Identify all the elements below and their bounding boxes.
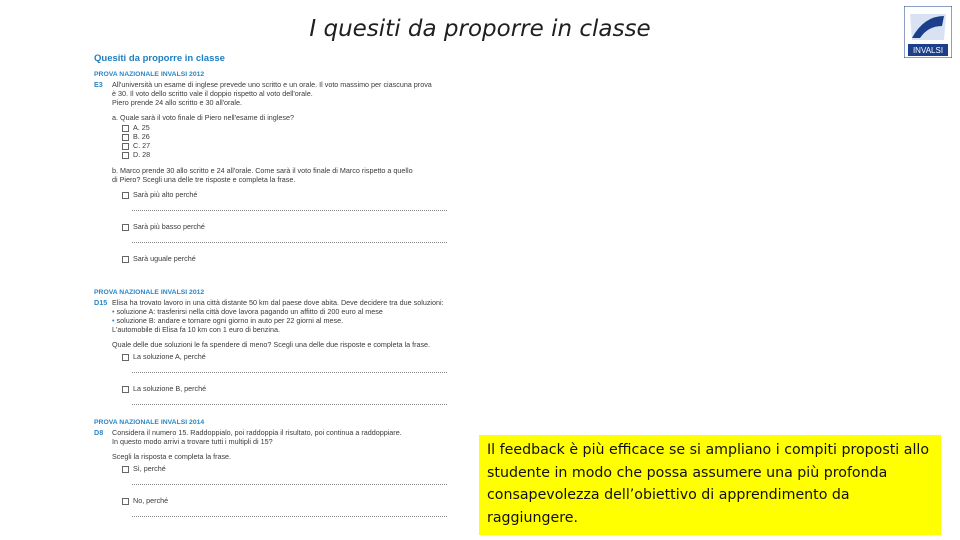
checkbox-icon (122, 224, 129, 231)
q1-line: All'università un esame di inglese prevede uno scritto e un orale. Il voto massimo per ciascuna prova (112, 80, 432, 89)
q3-section: PROVA NAZIONALE INVALSI 2014 (94, 419, 205, 426)
checkbox-icon (122, 134, 129, 141)
checkbox-icon (122, 125, 129, 132)
q3-choice[interactable]: Sì, perché (122, 464, 166, 473)
feedback-callout: Il feedback è più efficace se si ampliano i compiti proposti allo studente in modo che possa assumere una più profonda consapevolezza dell’obiettivo di apprendimento da raggiungere. (479, 435, 941, 535)
answer-line[interactable] (132, 404, 447, 405)
q1-line: è 30. Il voto dello scritto vale il doppio rispetto al voto dell'orale. (112, 89, 313, 98)
q3-question: Scegli la risposta e completa la frase. (112, 452, 232, 461)
q1-option[interactable]: D. 28 (122, 150, 150, 159)
q3-number: D8 (94, 428, 104, 437)
q1-choice[interactable]: Sarà uguale perché (122, 254, 196, 263)
invalsi-logo (904, 6, 952, 58)
q2-question: Quale delle due soluzioni le fa spendere di meno? Scegli una delle due risposte e completa la frase. (112, 340, 431, 349)
q1-choice[interactable]: Sarà più basso perché (122, 222, 205, 231)
q1-choice[interactable]: Sarà più alto perché (122, 190, 197, 199)
checkbox-icon (122, 466, 129, 473)
answer-line[interactable] (132, 484, 447, 485)
q1-option[interactable]: C. 27 (122, 141, 150, 150)
q1-section: PROVA NAZIONALE INVALSI 2012 (94, 71, 205, 78)
answer-line[interactable] (132, 372, 447, 373)
q2-choice[interactable]: La soluzione A, perché (122, 352, 206, 361)
q2-section: PROVA NAZIONALE INVALSI 2012 (94, 289, 205, 296)
logo-text: INVALSI (912, 46, 944, 55)
checkbox-icon (122, 386, 129, 393)
checkbox-icon (122, 354, 129, 361)
q3-line: In questo modo arrivi a trovare tutti i multipli di 15? (112, 437, 273, 446)
checkbox-icon (122, 256, 129, 263)
q2-choice[interactable]: La soluzione B, perché (122, 384, 206, 393)
q1-option[interactable]: B. 26 (122, 132, 150, 141)
q1-part-a: a. Quale sarà il voto finale di Piero nell'esame di inglese? (112, 113, 294, 122)
q1-line: Piero prende 24 allo scritto e 30 all'orale. (112, 98, 243, 107)
q1-part-b: di Piero? Scegli una delle tre risposte e completa la frase. (112, 175, 296, 184)
checkbox-icon (122, 143, 129, 150)
q2-number: D15 (94, 298, 108, 307)
answer-line[interactable] (132, 242, 447, 243)
q1-option[interactable]: A. 25 (122, 123, 150, 132)
q1-part-b: b. Marco prende 30 allo scritto e 24 all'orale. Come sarà il voto finale di Marco rispetto a quello (112, 166, 413, 175)
worksheet-scan (92, 52, 454, 538)
checkbox-icon (122, 498, 129, 505)
q1-number: E3 (94, 80, 103, 89)
checkbox-icon (122, 152, 129, 159)
slide-title: I quesiti da proporre in classe (309, 16, 651, 42)
q2-line: Elisa ha trovato lavoro in una città distante 50 km dal paese dove abita. Deve decidere tra due soluzioni: (112, 298, 444, 307)
answer-line[interactable] (132, 210, 447, 211)
worksheet-header: Quesiti da proporre in classe (94, 53, 225, 64)
q2-line: L'automobile di Elisa fa 10 km con 1 euro di benzina. (112, 325, 280, 334)
q2-line: • soluzione B: andare e tornare ogni giorno in auto per 22 giorni al mese. (112, 316, 344, 325)
q3-choice[interactable]: No, perché (122, 496, 168, 505)
q2-line: • soluzione A: trasferirsi nella città dove lavora pagando un affitto di 200 euro al mese (112, 307, 383, 316)
checkbox-icon (122, 192, 129, 199)
answer-line[interactable] (132, 516, 447, 517)
q3-line: Considera il numero 15. Raddoppialo, poi raddoppia il risultato, poi continua a raddoppiare. (112, 428, 402, 437)
